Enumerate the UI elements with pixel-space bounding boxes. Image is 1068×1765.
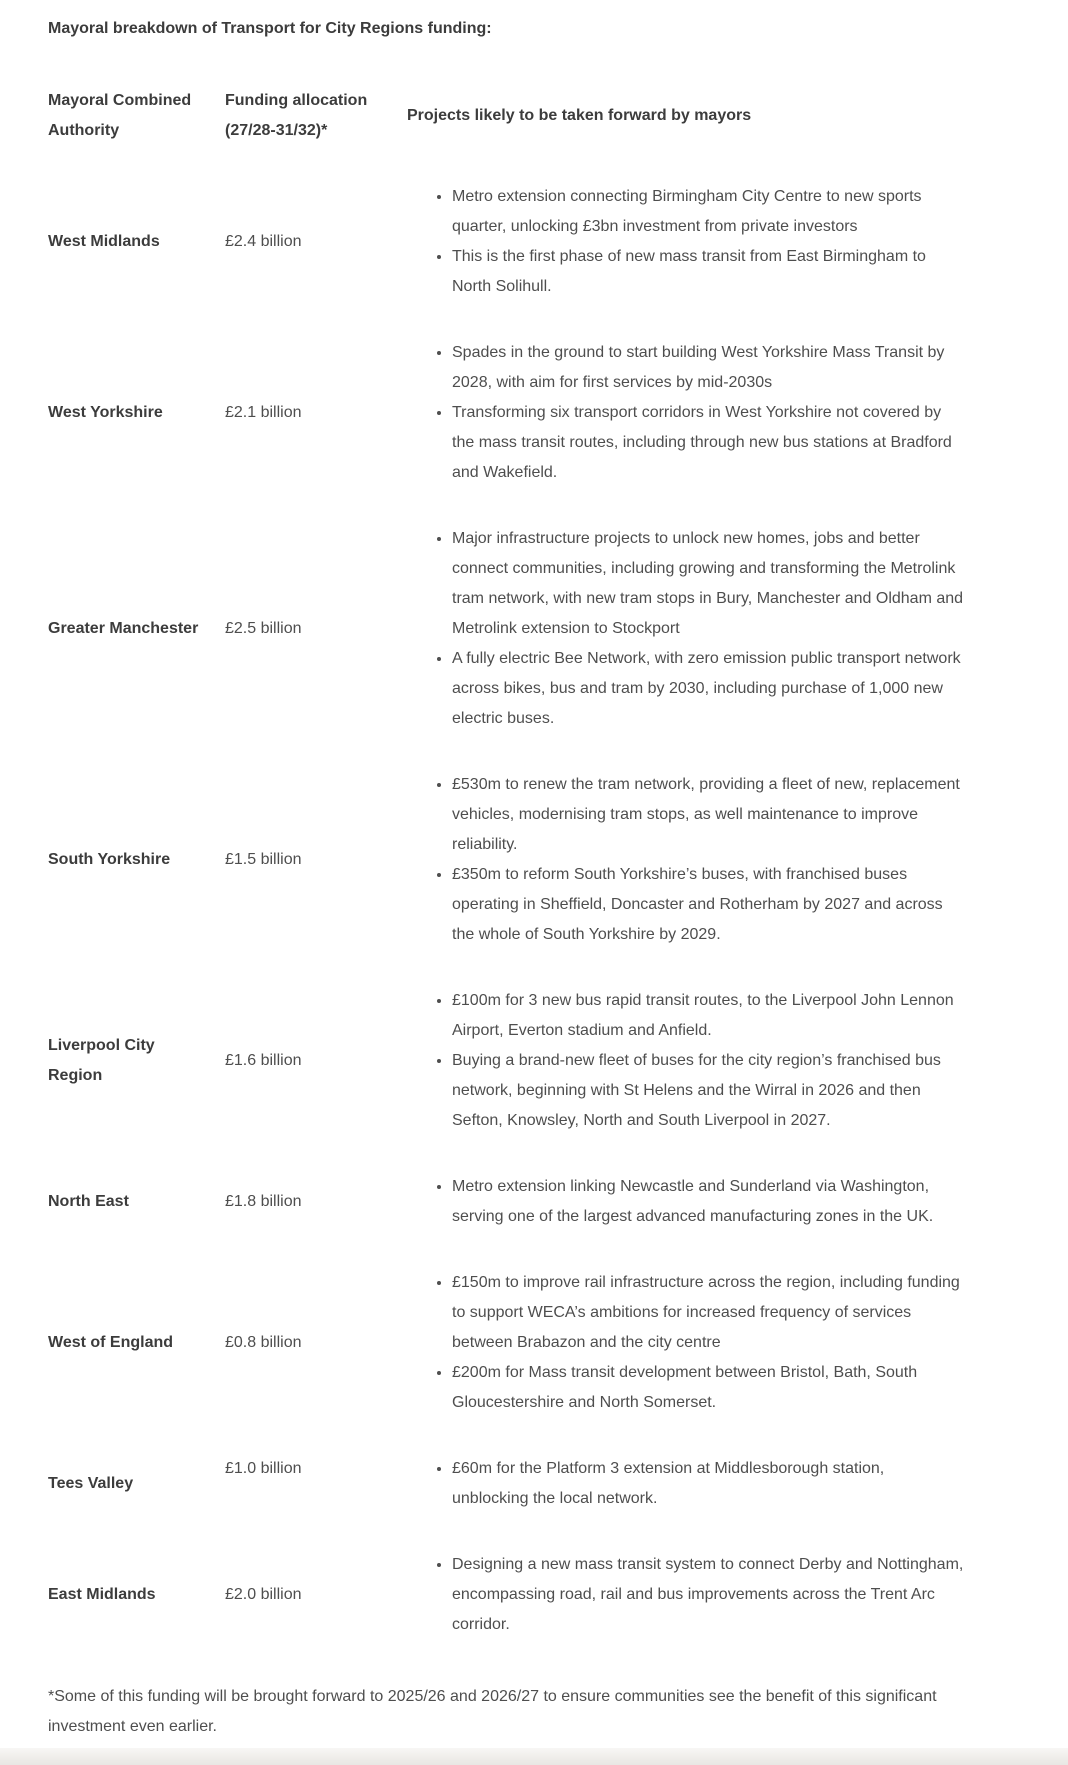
project-list — [407, 182, 964, 302]
funding-value: £1.8 billion — [225, 1193, 302, 1210]
project-list — [407, 986, 964, 1136]
authority-name: West Midlands — [48, 233, 160, 250]
project-list — [407, 1550, 964, 1640]
header-authority: Mayoral Combined Authority — [48, 92, 192, 139]
project-bullet: • A fully electric Bee Network, with zero emission public transport network across bikes, bus and tram by 2030, including purchase of 1,000 new electric buses. — [452, 644, 964, 734]
project-list — [407, 524, 964, 734]
project-list — [407, 1454, 964, 1514]
project-list — [407, 338, 964, 488]
funding-value: £1.0 billion — [225, 1460, 302, 1477]
authority-name: West of England — [48, 1334, 174, 1351]
project-bullet: • Designing a new mass transit system to connect Derby and Nottingham, encompassing road, rail and bus improvements across the Trent Arc corridor. — [452, 1550, 964, 1640]
projects-cell — [407, 752, 964, 968]
footnote: *Some of this funding will be brought forward to 2025/26 and 2026/27 to ensure communities see the benefit of this significant investment even earlier. — [48, 1688, 937, 1735]
funding-value: £0.8 billion — [225, 1334, 302, 1351]
funding-value: £2.4 billion — [225, 233, 302, 250]
page-title: Mayoral breakdown of Transport for City Regions funding: — [48, 20, 492, 37]
funding-value: £2.1 billion — [225, 404, 302, 421]
funding-amount — [225, 1436, 407, 1532]
funding-table-header — [48, 68, 964, 164]
project-list — [407, 1172, 964, 1232]
funding-amount — [225, 752, 407, 968]
project-bullet: • Buying a brand-new fleet of buses for the city region’s franchised bus network, beginning with St Helens and the Wirral in 2026 and then Sefton, Knowsley, North and South Liverpool in 2027. — [452, 1046, 964, 1136]
projects-cell — [407, 1154, 964, 1250]
table-row — [48, 752, 964, 968]
authority-name: South Yorkshire — [48, 851, 171, 868]
table-row — [48, 320, 964, 506]
funding-value: £1.5 billion — [225, 851, 302, 868]
funding-amount — [225, 164, 407, 320]
project-list — [407, 1268, 964, 1418]
authority-name: East Midlands — [48, 1586, 156, 1603]
funding-table — [48, 68, 964, 1658]
projects-cell — [407, 1250, 964, 1436]
funding-value: £2.5 billion — [225, 620, 302, 637]
project-bullet: • Transforming six transport corridors in West Yorkshire not covered by the mass transit routes, including through new bus stations at Bradford and Wakefield. — [452, 398, 964, 488]
funding-table-body — [48, 164, 964, 1658]
project-bullet: • £350m to reform South Yorkshire’s buses, with franchised buses operating in Sheffield, Doncaster and Rotherham by 2027 and across the whole of South Yorkshire by 2029. — [452, 860, 964, 950]
table-row — [48, 506, 964, 752]
authority-name: Liverpool City Region — [48, 1037, 155, 1084]
header-projects: Projects likely to be taken forward by mayors — [407, 107, 752, 124]
table-row — [48, 1532, 964, 1658]
projects-cell — [407, 1532, 964, 1658]
authority-name: West Yorkshire — [48, 404, 163, 421]
project-bullet: • £150m to improve rail infrastructure across the region, including funding to support WECA’s ambitions for increased frequency of services between Brabazon and the city centre — [452, 1268, 964, 1358]
page-bottom-edge — [0, 1748, 1068, 1765]
project-bullet: • Metro extension connecting Birmingham City Centre to new sports quarter, unlocking £3bn investment from private investors — [452, 182, 964, 242]
funding-amount — [225, 1532, 407, 1658]
project-bullet: • Major infrastructure projects to unlock new homes, jobs and better connect communities, including growing and transforming the Metrolink tram network, with new tram stops in Bury, Manchester and Oldham and Metrolink extension to Stockport — [452, 524, 964, 644]
project-bullet: • Spades in the ground to start building West Yorkshire Mass Transit by 2028, with aim for first services by mid-2030s — [452, 338, 964, 398]
funding-amount — [225, 320, 407, 506]
funding-amount — [225, 506, 407, 752]
project-bullet: • £100m for 3 new bus rapid transit routes, to the Liverpool John Lennon Airport, Everton stadium and Anfield. — [452, 986, 964, 1046]
project-bullet: • £200m for Mass transit development between Bristol, Bath, South Gloucestershire and North Somerset. — [452, 1358, 964, 1418]
projects-cell — [407, 506, 964, 752]
projects-cell — [407, 968, 964, 1154]
funding-value: £2.0 billion — [225, 1586, 302, 1603]
header-funding: Funding allocation (27/28-31/32)* — [225, 92, 368, 139]
table-row — [48, 1250, 964, 1436]
table-row — [48, 1436, 964, 1532]
project-bullet: • Metro extension linking Newcastle and Sunderland via Washington, serving one of the largest advanced manufacturing zones in the UK. — [452, 1172, 964, 1232]
project-list — [407, 770, 964, 950]
authority-name: North East — [48, 1193, 129, 1210]
header-row — [48, 68, 964, 164]
authority-name: Greater Manchester — [48, 620, 199, 637]
projects-cell — [407, 1436, 964, 1532]
funding-amount — [225, 1154, 407, 1250]
projects-cell — [407, 320, 964, 506]
funding-value: £1.6 billion — [225, 1052, 302, 1069]
project-bullet: • £530m to renew the tram network, providing a fleet of new, replacement vehicles, modernising tram stops, as well maintenance to improve reliability. — [452, 770, 964, 860]
funding-amount — [225, 968, 407, 1154]
projects-cell — [407, 164, 964, 320]
authority-name: Tees Valley — [48, 1475, 134, 1492]
project-bullet: • £60m for the Platform 3 extension at Middlesborough station, unblocking the local network. — [452, 1454, 964, 1514]
table-row — [48, 164, 964, 320]
project-bullet: • This is the first phase of new mass transit from East Birmingham to North Solihull. — [452, 242, 964, 302]
table-row — [48, 1154, 964, 1250]
table-row — [48, 968, 964, 1154]
funding-amount — [225, 1250, 407, 1436]
